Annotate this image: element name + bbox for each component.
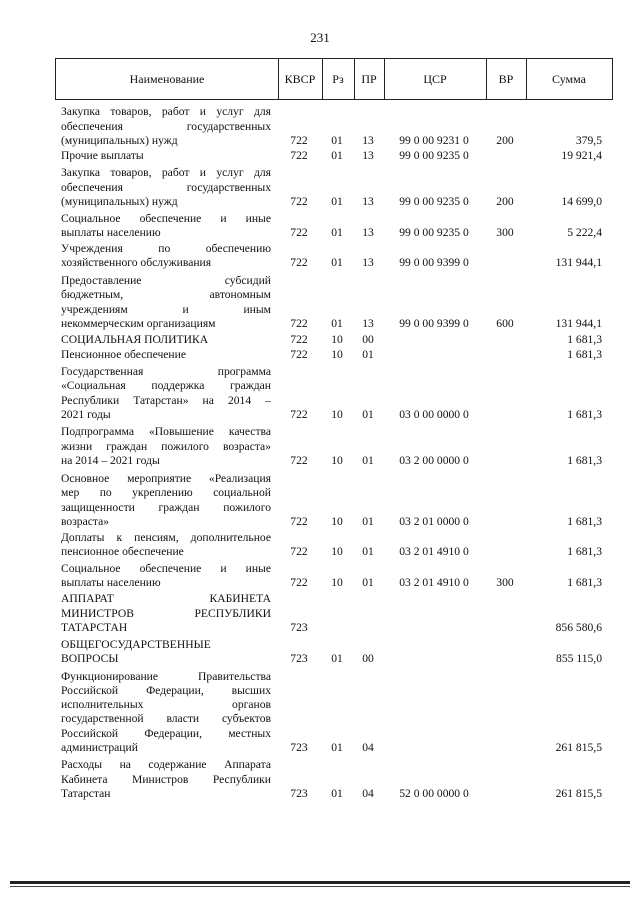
table-row [55,242,613,270]
cell-sum: 1 681,3 [567,514,602,528]
cell-pr: 01 [362,407,374,421]
cell-csr: 03 0 00 0000 0 [399,407,469,421]
row-name-line: некоммерческим организациям [61,316,216,330]
page-number: 231 [310,30,330,45]
cell-sum: 1 681,3 [567,453,602,467]
row-name-line: АППАРАТ КАБИНЕТА [61,592,271,606]
cell-sum: 1 681,3 [567,575,602,589]
row-name [61,670,271,755]
row-name-line: исполнительных органов [61,698,271,712]
column-header-csr: ЦСР [423,72,447,86]
row-name-line: ВОПРОСЫ [61,651,119,665]
row-name-line: хозяйственного обслуживания [61,255,212,269]
row-name [61,348,271,362]
row-name [61,149,271,163]
row-name-line: Функционирование Правительства [61,669,271,683]
cell-rz: 10 [331,347,343,361]
cell-pr: 01 [362,544,374,558]
cell-sum: 379,5 [575,133,602,147]
cell-kvsr: 722 [290,407,308,421]
cell-rz: 10 [331,575,343,589]
cell-csr: 99 0 00 9235 0 [399,225,469,239]
row-name-line: (муниципальных) нужд [61,133,178,147]
row-name-line: «Социальная поддержка граждан [61,379,271,393]
cell-csr: 99 0 00 9231 0 [399,133,469,147]
row-name-line: Расходы на содержание Аппарата [61,758,271,772]
column-header-rz: Рз [332,72,344,86]
cell-csr: 99 0 00 9399 0 [399,255,469,269]
row-name-line: бюджетным, автономным [61,288,271,302]
table-row [55,105,613,148]
column-header-sum: Сумма [552,72,586,86]
table-row [55,562,613,590]
row-name-line: Подпрограмма «Повышение качества [61,425,271,439]
cell-pr: 01 [362,514,374,528]
footer-rule-thin [10,886,630,887]
table-row [55,592,613,635]
cell-kvsr: 722 [290,316,308,330]
cell-sum: 261 815,5 [555,740,602,754]
cell-kvsr: 723 [290,651,308,665]
table-row [55,425,613,468]
cell-kvsr: 722 [290,225,308,239]
cell-csr: 99 0 00 9235 0 [399,194,469,208]
table-row [55,670,613,755]
cell-sum: 1 681,3 [567,544,602,558]
table-row [55,365,613,422]
table-header [55,58,613,100]
cell-kvsr: 723 [290,740,308,754]
row-name [61,562,271,590]
row-name-line: Республики Татарстан» на 2014 – [61,393,271,407]
cell-rz: 10 [331,453,343,467]
row-name-line: на 2014 – 2021 годы [61,453,160,467]
cell-pr: 13 [362,148,374,162]
row-name-line: защищенности граждан пожилого [61,500,271,514]
table-row [55,333,613,347]
cell-rz: 01 [331,740,343,754]
row-name-line: Предоставление субсидий [61,274,271,288]
row-name [61,242,271,270]
cell-sum: 856 580,6 [555,620,602,634]
row-name-line: обеспечения государственных [61,119,271,133]
cell-pr: 01 [362,347,374,361]
row-name-line: Доплаты к пенсиям, дополнительное [61,530,271,544]
cell-sum: 19 921,4 [561,148,602,162]
cell-pr: 01 [362,453,374,467]
row-name [61,472,271,529]
table-row [55,472,613,529]
row-name-line: Учреждения по обеспечению [61,241,271,255]
row-name-line: Закупка товаров, работ и услуг для [61,105,271,119]
table-row [55,531,613,559]
row-name-line: (муниципальных) нужд [61,194,178,208]
row-name-line: мер по укреплению социальной [61,486,271,500]
table-row [55,638,613,666]
cell-pr: 13 [362,133,374,147]
row-name-line: возраста» [61,514,110,528]
row-name-line: 2021 годы [61,407,111,421]
cell-sum: 1 681,3 [567,407,602,421]
row-name [61,212,271,240]
cell-pr: 01 [362,575,374,589]
row-name-line: Социальное обеспечение и иные [61,211,271,225]
row-name-line: МИНИСТРОВ РЕСПУБЛИКИ [61,606,271,620]
cell-csr: 99 0 00 9399 0 [399,316,469,330]
cell-pr: 13 [362,316,374,330]
cell-rz: 10 [331,332,343,346]
cell-pr: 00 [362,651,374,665]
row-name [61,105,271,148]
cell-rz: 01 [331,225,343,239]
cell-kvsr: 722 [290,255,308,269]
cell-pr: 00 [362,332,374,346]
row-name [61,592,271,635]
row-name-line: Социальное обеспечение и иные [61,561,271,575]
cell-sum: 1 681,3 [567,347,602,361]
cell-vr: 200 [496,133,514,147]
cell-sum: 131 944,1 [555,255,602,269]
row-name-line: ТАТАРСТАН [61,620,128,634]
cell-vr: 300 [496,575,514,589]
cell-csr: 52 0 00 0000 0 [399,786,469,800]
cell-kvsr: 722 [290,347,308,361]
column-header-name: Наименование [129,72,205,86]
cell-sum: 261 815,5 [555,786,602,800]
column-header-pr: ПР [361,72,377,86]
cell-pr: 13 [362,255,374,269]
cell-pr: 13 [362,194,374,208]
row-name-line: обеспечения государственных [61,180,271,194]
cell-rz: 01 [331,651,343,665]
cell-vr: 300 [496,225,514,239]
cell-kvsr: 722 [290,133,308,147]
row-name-line: Российской Федерации, местных [61,726,271,740]
cell-kvsr: 723 [290,620,308,634]
cell-rz: 01 [331,148,343,162]
row-name [61,758,271,801]
table-row [55,348,613,362]
cell-sum: 1 681,3 [567,332,602,346]
cell-kvsr: 723 [290,786,308,800]
cell-rz: 10 [331,544,343,558]
cell-csr: 99 0 00 9235 0 [399,148,469,162]
cell-csr: 03 2 01 0000 0 [399,514,469,528]
row-name-line: Закупка товаров, работ и услуг для [61,166,271,180]
table-row [55,149,613,163]
cell-rz: 01 [331,786,343,800]
cell-kvsr: 722 [290,148,308,162]
table-row [55,758,613,801]
cell-kvsr: 722 [290,453,308,467]
cell-sum: 5 222,4 [567,225,602,239]
cell-kvsr: 722 [290,544,308,558]
row-name [61,333,271,347]
row-name [61,425,271,468]
row-name [61,638,271,666]
cell-sum: 855 115,0 [556,651,602,665]
row-name-line: пенсионное обеспечение [61,544,184,558]
column-header-vr: ВР [498,72,514,86]
row-name [61,274,271,331]
row-name-line: СОЦИАЛЬНАЯ ПОЛИТИКА [61,332,209,346]
cell-sum: 14 699,0 [561,194,602,208]
cell-vr: 200 [496,194,514,208]
row-name-line: государственной власти субъектов [61,712,271,726]
footer-rule [10,881,630,884]
row-name [61,531,271,559]
cell-sum: 131 944,1 [555,316,602,330]
cell-rz: 10 [331,407,343,421]
cell-csr: 03 2 01 4910 0 [399,575,469,589]
table-row [55,166,613,209]
row-name-line: Пенсионное обеспечение [61,347,186,361]
row-name-line: администраций [61,740,138,754]
cell-rz: 10 [331,514,343,528]
cell-pr: 13 [362,225,374,239]
table-row [55,274,613,331]
cell-rz: 01 [331,133,343,147]
cell-csr: 03 2 01 4910 0 [399,544,469,558]
row-name-line: Российской Федерации, высших [61,684,271,698]
row-name-line: Татарстан [61,786,111,800]
row-name [61,365,271,422]
cell-kvsr: 722 [290,575,308,589]
cell-rz: 01 [331,255,343,269]
row-name-line: ОБЩЕГОСУДАРСТВЕННЫЕ [61,637,211,651]
cell-pr: 04 [362,740,374,754]
cell-pr: 04 [362,786,374,800]
row-name-line: выплаты населению [61,225,161,239]
table-row [55,212,613,240]
cell-rz: 01 [331,194,343,208]
row-name-line: Основное мероприятие «Реализация [61,472,271,486]
cell-rz: 01 [331,316,343,330]
row-name-line: учреждениям и иным [61,302,271,316]
row-name [61,166,271,209]
cell-vr: 600 [496,316,514,330]
row-name-line: Кабинета Министров Республики [61,772,271,786]
row-name-line: жизни граждан пожилого возраста» [61,439,271,453]
cell-kvsr: 722 [290,332,308,346]
row-name-line: Государственная программа [61,365,271,379]
cell-csr: 03 2 00 0000 0 [399,453,469,467]
cell-kvsr: 722 [290,514,308,528]
row-name-line: выплаты населению [61,575,161,589]
row-name-line: Прочие выплаты [61,148,144,162]
column-header-kvsr: КВСР [284,72,316,86]
cell-kvsr: 722 [290,194,308,208]
